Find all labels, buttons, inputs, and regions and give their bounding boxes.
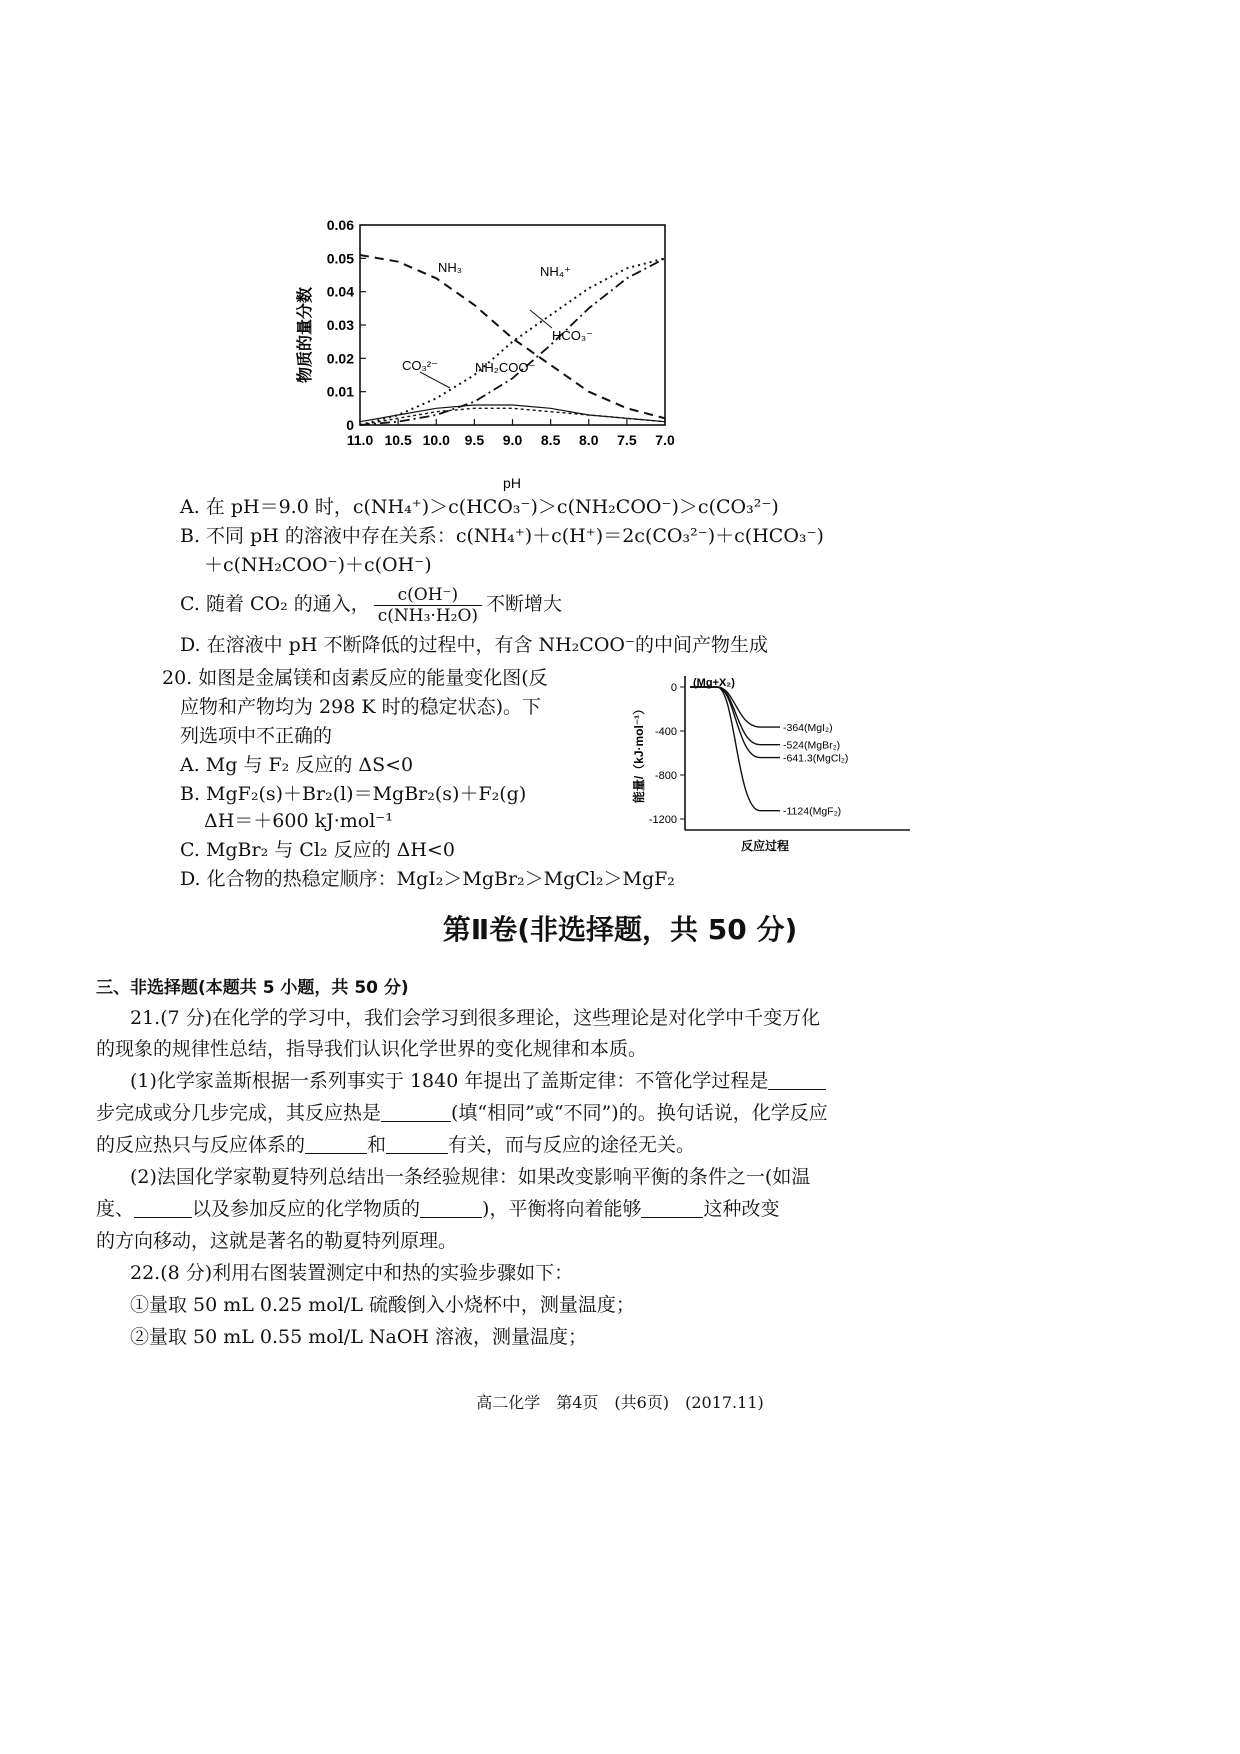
- q21-line5a: 的反应热只与反应体系的: [96, 1134, 306, 1156]
- q21-blank-6[interactable]: [420, 1199, 482, 1218]
- chart1-xlabel: pH: [503, 475, 521, 491]
- q20-stem-line3: 列选项中不正确的: [180, 725, 333, 747]
- energy-curve-0: [690, 687, 780, 727]
- q21-line5c: 有关，而与反应的途径无关。: [448, 1134, 696, 1156]
- q21-line5b: 和: [367, 1134, 387, 1156]
- label-hco3: HCO₃⁻: [552, 328, 594, 343]
- q21-line7c: )，平衡将向着能够: [482, 1198, 642, 1220]
- q21-line4a: 步完成或分几步完成，其反应热是: [96, 1102, 382, 1124]
- q20-option-b-line2: ΔH＝＋600 kJ·mol⁻¹: [204, 810, 393, 832]
- q19-option-c-post: 不断增大: [486, 593, 563, 615]
- q21-line2: 的现象的规律性总结，指导我们认识化学世界的变化规律和本质。: [96, 1038, 648, 1060]
- energy-curve-label-2: -641.3(MgCl₂): [783, 752, 849, 765]
- q20-option-c: C. MgBr₂ 与 Cl₂ 反应的 ΔH<0: [180, 839, 455, 861]
- chart1-xtick-label: 10.5: [384, 432, 412, 448]
- chart1-xtick-label: 8.5: [540, 432, 561, 448]
- q19-option-a: A. 在 pH＝9.0 时，c(NH₄⁺)＞c(HCO₃⁻)＞c(NH₂COO⁻)＞c(CO₃²⁻): [180, 496, 779, 518]
- label-nh3: NH₃: [438, 260, 463, 275]
- page-footer: 高二化学 第4页 (共6页) (2017.11): [476, 1393, 764, 1412]
- q21-line8: 的方向移动，这就是著名的勒夏特列原理。: [96, 1230, 458, 1252]
- chart1-ylabel: 物质的量分数: [297, 286, 314, 384]
- chart2-ytick-label: -800: [654, 770, 677, 782]
- q20-stem-line1: 20. 如图是金属镁和卤素反应的能量变化图(反: [162, 667, 548, 689]
- q21-blank-1[interactable]: [768, 1071, 826, 1090]
- q20-option-b-line1: B. MgF₂(s)＋Br₂(l)＝MgBr₂(s)＋F₂(g): [180, 783, 527, 805]
- q21-line7a: 度、: [96, 1198, 135, 1220]
- q19-option-c: [180, 582, 562, 626]
- energy-curve-label-1: -524(MgBr₂): [783, 739, 841, 752]
- q19-option-d: D. 在溶液中 pH 不断降低的过程中，有含 NH₂COO⁻的中间产物生成: [180, 634, 769, 656]
- mole-fraction-chart: [290, 210, 710, 500]
- chart1-xtick-label: 7.0: [655, 432, 675, 448]
- chart1-ytick-label: 0.05: [326, 250, 354, 267]
- chart1-xtick-label: 10.0: [422, 432, 450, 448]
- series-line-2: [360, 258, 665, 425]
- chart1-plot-frame: [360, 225, 665, 425]
- q21-blank-3[interactable]: [305, 1135, 367, 1154]
- q22-line1: 22.(8 分)利用右图装置测定中和热的实验步骤如下：: [130, 1262, 574, 1284]
- label-nh2coo: NH₂COO⁻: [475, 360, 536, 375]
- energy-curve-label-3: -1124(MgF₂): [783, 805, 842, 818]
- part2-title: 第Ⅱ卷(非选择题，共 50 分): [442, 913, 798, 946]
- chart2-xlabel: 反应过程: [740, 839, 790, 853]
- chart2-ylabel: 能量/（kJ·mol⁻¹）: [632, 702, 646, 804]
- chart1-ytick-label: 0.01: [326, 383, 354, 400]
- q21-blank-5[interactable]: [134, 1199, 192, 1218]
- q21-line7: [96, 1196, 779, 1222]
- q21-line7d: 这种改变: [703, 1198, 780, 1220]
- q21-line3: [130, 1068, 826, 1094]
- q22-step1: ①量取 50 mL 0.25 mol/L 硫酸倒入小烧杯中，测量温度；: [130, 1294, 635, 1316]
- q20-option-a: A. Mg 与 F₂ 反应的 ΔS<0: [180, 754, 414, 776]
- q19-fraction: [374, 585, 482, 626]
- chart1-ytick-label: 0.04: [326, 283, 354, 300]
- q21-line6: (2)法国化学家勒夏特列总结出一条经验规律：如果改变影响平衡的条件之一(如温: [130, 1166, 811, 1188]
- q21-line4: [96, 1100, 828, 1126]
- q21-line3-text: (1)化学家盖斯根据一系列事实于 1840 年提出了盖斯定律：不管化学过程是: [130, 1070, 769, 1092]
- leader-co3: [420, 372, 450, 388]
- label-co3: CO₃²⁻: [402, 358, 438, 373]
- q20-option-d: D. 化合物的热稳定顺序：MgI₂＞MgBr₂＞MgCl₂＞MgF₂: [180, 868, 675, 890]
- q21-line1: 21.(7 分)在化学的学习中，我们会学习到很多理论，这些理论是对化学中千变万化: [130, 1007, 821, 1029]
- q19-option-c-pre: C. 随着 CO₂ 的通入，: [180, 593, 370, 615]
- chart1-xtick-label: 7.5: [617, 432, 637, 448]
- chart2-ytick-label: 0: [670, 682, 677, 694]
- q21-blank-2[interactable]: [381, 1103, 451, 1122]
- q21-line4b: (填“相同”或“不同”)的。换句话说，化学反应: [451, 1102, 828, 1124]
- section3-heading: 三、非选择题(本题共 5 小题，共 50 分): [96, 978, 409, 998]
- chart2-top-label: (Mg+X₂): [693, 677, 735, 689]
- energy-diagram: [625, 668, 925, 858]
- label-nh4: NH₄⁺: [540, 264, 571, 279]
- chart1-ytick-label: 0.06: [326, 217, 354, 233]
- chart2-ytick-label: -1200: [648, 814, 677, 826]
- chart1-ytick-label: 0: [346, 417, 354, 433]
- leader-hco3: [530, 310, 552, 328]
- q22-step2: ②量取 50 mL 0.55 mol/L NaOH 溶液，测量温度；: [130, 1326, 588, 1348]
- q21-blank-7[interactable]: [641, 1199, 703, 1218]
- q19-fraction-num: c(OH⁻): [374, 585, 482, 606]
- q19-option-b-line2: ＋c(NH₂COO⁻)＋c(OH⁻): [204, 554, 432, 576]
- energy-curve-label-0: -364(MgI₂): [783, 722, 833, 735]
- chart2-ytick-label: -400: [654, 726, 677, 738]
- q21-line7b: 以及参加反应的化学物质的: [192, 1198, 421, 1220]
- series-line-0: [360, 255, 665, 418]
- q21-line5: [96, 1132, 695, 1158]
- chart1-xtick-label: 9.5: [464, 432, 485, 448]
- chart1-ytick-label: 0.02: [326, 350, 354, 367]
- q19-option-b-line1: B. 不同 pH 的溶液中存在关系：c(NH₄⁺)＋c(H⁺)＝2c(CO₃²⁻)＋c(HCO₃⁻): [180, 525, 824, 547]
- energy-curve-2: [690, 687, 780, 758]
- chart1-ytick-label: 0.03: [326, 317, 354, 333]
- q21-blank-4[interactable]: [386, 1135, 448, 1154]
- chart1-xtick-label: 9.0: [502, 432, 523, 448]
- q19-fraction-den: c(NH₃·H₂O): [377, 605, 479, 626]
- q20-stem-line2: 应物和产物均为 298 K 时的稳定状态)。下: [180, 696, 541, 718]
- chart1-xtick-label: 8.0: [579, 432, 599, 448]
- chart1-xtick-label: 11.0: [346, 432, 374, 448]
